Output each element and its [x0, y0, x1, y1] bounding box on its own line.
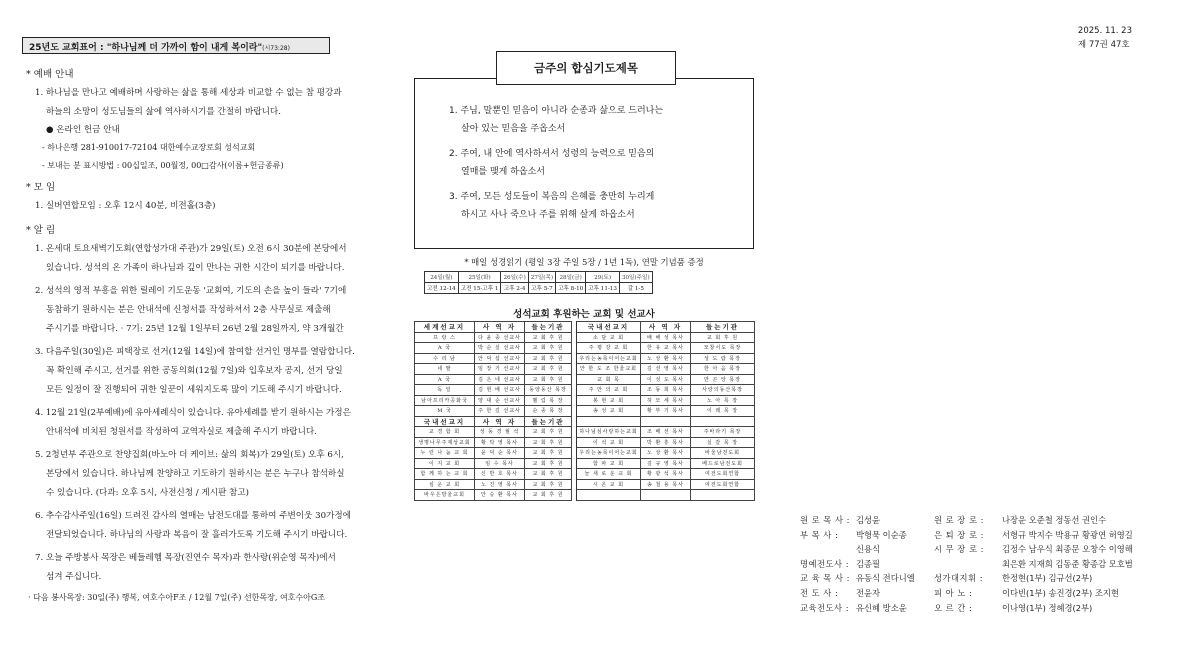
missions-cell: 주 한 길 선교사: [475, 406, 525, 417]
staff-row: [800, 513, 1133, 528]
missions-cell: 동양동산 목장: [525, 385, 572, 396]
missions-header-row-2: [415, 416, 755, 427]
missions-cell: 여전도회연합: [691, 479, 755, 490]
staff-val: 유동식 전다니엘: [856, 573, 915, 584]
missions-row: [415, 332, 755, 343]
online-offering-account: - 하나은행 281-910017-72104 대한예수교장로회 성석교회: [42, 143, 256, 152]
reading-heading: * 매일 성경읽기 (평일 3장 주일 5장 / 1년 1독), 연말 기념품 증정: [464, 257, 704, 267]
notice-item-3: 3. 다음주일(30일)은 피택장로 선거(12월 14일)에 참여할 선거인 명부를 열람합니다. 꼭 확인해 주시고, 선거를 위한 공동의회(12월 7일)와 입후보자 공지, 선거 당일 모든 일정이 잘 진행되어 귀한 일꾼이 세워지도록 많이 기도해 주시기 바랍니다.: [35, 347, 355, 395]
missions-cell: 조 동 희 목사: [641, 385, 691, 396]
missions-header-cell: 사 역 자: [475, 322, 525, 333]
staff-val: 박형묵 이순종: [856, 529, 907, 540]
staff-row: [800, 571, 1133, 586]
missions-cell: 한 유 교 목사: [641, 343, 691, 354]
missions-cell: 신 반 호 목사: [475, 469, 525, 480]
staff-lab2: 시 무 장 로 :: [934, 544, 984, 555]
missions-cell: 교 회 후 원: [525, 353, 572, 364]
missions-cell: 수 리 남: [415, 353, 475, 364]
missions-header-row: [415, 322, 755, 333]
missions-header-cell: 들는기관: [525, 416, 572, 427]
missions-cell: A 국: [415, 343, 475, 354]
prayer-item-2: 2. 주여, 내 안에 역사하셔서 성령의 능력으로 믿음의 열매를 맺게 하옵소서: [449, 149, 655, 177]
reading-day: 25일(화): [458, 272, 501, 283]
missions-cell: 교 회 후 원: [525, 364, 572, 375]
staff-lab2: [934, 557, 1002, 572]
missions-cell: 교 회 후 원: [525, 427, 572, 438]
missions-cell: 늘 새 로 운 교 회: [577, 469, 641, 480]
date-text: 2025. 11. 23: [1077, 26, 1132, 36]
prayer-item-1: 1. 주님, 말뿐인 믿음이 아니라 순종과 삶으로 드러나는 살아 있는 믿음을 주옵소서: [449, 106, 664, 134]
missions-header-cell: 들는기관: [525, 322, 572, 333]
missions-row: [415, 374, 755, 385]
missions-cell: 생명나무주제상교회: [415, 437, 475, 448]
notice-item-4: 4. 12월 21일(2부예배)에 유아세례식이 있습니다. 유아세례를 받기 원하시는 가정은 안내석에 비치된 청원서를 작성하여 교역자실로 제출해 주시기 바랍니다.: [35, 408, 351, 437]
missions-cell: 실 갈 목 장: [691, 437, 755, 448]
missions-header-cell: 세계선교지: [415, 322, 475, 333]
missions-cell: 김 은 네 선교사: [475, 374, 525, 385]
missions-cell: 여전도회연합: [691, 469, 755, 480]
staff-lab2: 오 르 간 :: [934, 602, 973, 613]
missions-cell: 교 회 후 원: [525, 490, 572, 501]
missions-row: [415, 469, 755, 480]
announcements: [24, 62, 359, 607]
staff-lab: 교 육 목 사 :: [800, 573, 850, 584]
missions-cell: 임 장 기 선교사: [475, 364, 525, 375]
staff-lab: 부 목 사 :: [800, 529, 839, 540]
reading-day: 24일(월): [425, 272, 459, 283]
missions-cell: 안 승 환 목사: [475, 490, 525, 501]
missions-cell: 주 안 의 교 회: [577, 385, 641, 396]
missions-cell: 교 회 후 원: [525, 437, 572, 448]
missions-cell: 박 순 실 선교사: [475, 343, 525, 354]
reading-day: 30일(주일): [619, 272, 652, 283]
staff-row: [800, 542, 1133, 557]
missions-cell: 교 회 후 원: [525, 469, 572, 480]
missions-cell: 성 동 경 월 석: [475, 427, 525, 438]
missions-cell: 네 팔: [415, 364, 475, 375]
reading-day: 27일(목): [528, 272, 555, 283]
staff-lab2: 은 퇴 장 로 :: [934, 529, 984, 540]
worship-title: * 예배 안내: [26, 69, 74, 80]
missions-cell: 벨 림 목 장: [525, 395, 572, 406]
staff-val: 신용식: [856, 544, 881, 555]
staff-lab: [800, 542, 856, 557]
missions-row: [415, 427, 755, 438]
missions-cell: A 국: [415, 374, 475, 385]
missions-cell: 모창서도 목장: [691, 343, 755, 354]
staff-lab: 교육전도사 :: [800, 602, 850, 613]
missions-header-cell: 국내선교지: [577, 322, 641, 333]
missions-cell: 교 회 후 원: [525, 332, 572, 343]
staff-val2: 최은환 지재희 김동준 황종감 모호범: [1002, 558, 1133, 569]
missions-cell: 우리는농목이어는교회: [577, 353, 641, 364]
missions-row: [415, 395, 755, 406]
missions-cell: 사랑의동산목장: [691, 385, 755, 396]
missions-cell: 이 레 목 장: [691, 406, 755, 417]
missions-cell: 이 석 교 회: [577, 437, 641, 448]
missions-cell: 주 평 강 교 회: [577, 343, 641, 354]
reading-days-row: [425, 272, 653, 283]
notice-item-1: 1. 온세대 토요새벽기도회(연합성가대 주관)가 29일(토) 오전 6시 30분에 본당에서 있습니다. 성석의 온 가족이 하나님과 깊이 만나는 귀한 시간이 되기를 바랍니다.: [35, 244, 347, 273]
missions-cell: 송 성 교 회: [577, 406, 641, 417]
volume-text: 제 77권 47호: [1077, 40, 1130, 50]
notice-item-5: 5. 2청년부 주관으로 찬양집회(바노아 더 케이브: 삶의 회복)가 29일(토) 오후 6시, 본당에서 있습니다. 하나님께 찬양하고 기도하기 원하시는 분은 누구나 참석하실 수 있습니다. (다과: 오후 5시, 사전신청 / 게시판 참고): [35, 450, 345, 498]
missions-cell: 만 곤 앙 목장: [691, 374, 755, 385]
missions-cell: [691, 490, 755, 501]
missions-cell: [691, 416, 755, 427]
missions-header-cell: 사 역 자: [641, 322, 691, 333]
missions-cell: 시 온 교 회: [577, 479, 641, 490]
missions-cell: 주바라기 목장: [691, 427, 755, 438]
missions-cell: 박 환 흥 목사: [641, 437, 691, 448]
staff-val2: 서형규 박지수 박용규 황광연 허영길: [1002, 529, 1133, 540]
missions-cell: 김 선 영 목사: [641, 364, 691, 375]
staff-val: 김성윤: [856, 515, 881, 525]
reading-table: [424, 271, 653, 294]
missions-cell: 황 탁 영 목사: [475, 437, 525, 448]
missions-cell: 배 해 성 목사: [641, 332, 691, 343]
staff-list: [800, 513, 1133, 615]
missions-cell: 노 상 환 목사: [641, 448, 691, 459]
motto-text: 25년도 교회표어 : "하나님께 더 가까이 함이 내게 복이라": [29, 43, 263, 53]
missions-cell: 조 배 선 목사: [641, 427, 691, 438]
staff-val2: 한정현(1부) 김규선(2부): [1002, 573, 1093, 584]
notice-item-6: 6. 추수감사주일(16일) 드려진 감사의 열매는 남전도대를 통하여 주변이웃 30가정에 전달되었습니다. 하나님의 사랑과 복음이 잘 흘러가도록 기도해 주시기 바랍니다.: [35, 511, 351, 540]
notice-item-2: 2. 성석의 영적 부흥을 위한 릴레이 기도운동 '교회여, 기도의 손을 높이 들라' 7기에 동참하기 원하시는 분은 안내석에 신청서를 작성하셔서 2층 사무실로 제출해 주시기를 바랍니다. · 7기: 25년 12월 1일부터 26년 2월 28일까지, 약 3개월간: [35, 286, 347, 334]
missions-cell: 한 아 음 목장: [691, 364, 755, 375]
missions-cell: 김 현 배 선교사: [475, 385, 525, 396]
missions-header-cell: 들는기관: [691, 322, 755, 333]
missions-cell: 황 광 석 목사: [641, 469, 691, 480]
missions-cell: 안 한 도 조 한울교회: [577, 364, 641, 375]
missions-cell: 베드로남전도회: [691, 458, 755, 469]
missions-cell: [641, 490, 691, 501]
missions-cell: 윤 덕 순 목사: [475, 448, 525, 459]
missions-cell: 순 종 목 장: [525, 406, 572, 417]
reading-passage: 고후 11-13: [586, 283, 620, 294]
missions-row: [415, 406, 755, 417]
meeting-item: 1. 실버연합모임 : 오후 12시 40분, 비전홀(3층): [35, 201, 216, 211]
notice-next-service: · 다음 봉사목장: 30일(주) 행복, 여호수아F조 / 12월 7일(주) 선한목장, 여호수아G조: [28, 593, 325, 602]
missions-header-cell: 사 역 자: [475, 416, 525, 427]
reading-passage: 고전 15-고후 1: [458, 283, 501, 294]
missions-cell: 황 부 기 목사: [641, 406, 691, 417]
missions-cell: 하나님심사랑하는교회: [577, 427, 641, 438]
missions-row: [415, 479, 755, 490]
missions-cell: 독 일: [415, 385, 475, 396]
missions-row: [415, 458, 755, 469]
staff-lab2: 원 로 장 로 :: [934, 515, 984, 525]
missions-row: [415, 490, 755, 501]
missions-cell: 봉 현 교 회: [577, 395, 641, 406]
missions-cell: 바우은방울교회: [415, 490, 475, 501]
reading-passage: 고후 8-10: [556, 283, 586, 294]
missions-cell: 성 도 람 목장: [691, 353, 755, 364]
missions-cell: 우리는농목이어는교회: [577, 448, 641, 459]
staff-lab2: 피 아 노 :: [934, 587, 973, 598]
online-offering-method: - 보내는 분 표시방법 : 00십일조, 00월정, 00□감사(이름+헌금종류): [42, 161, 284, 170]
missions-cell: 함 파 교 회: [577, 458, 641, 469]
staff-val2: 김정수 남우식 최종문 오창수 이영해: [1002, 544, 1133, 555]
reading-passage: 고후 5-7: [528, 283, 555, 294]
missions-cell: 교 회 후 원: [525, 448, 572, 459]
missions-cell: [577, 416, 641, 427]
missions-row: [415, 364, 755, 375]
missions-row: [415, 437, 755, 448]
missions-cell: [577, 490, 641, 501]
missions-cell: 교 회 목: [577, 374, 641, 385]
missions-cell: 허 모 세 목사: [641, 395, 691, 406]
reading-passage: 고후 2-4: [501, 283, 528, 294]
missions-cell: 교 회 후 원: [525, 343, 572, 354]
missions-cell: 소 담 교 회: [577, 332, 641, 343]
missions-cell: 남아프리카공화국: [415, 395, 475, 406]
missions-cell: 다 윤 종 선교사: [475, 332, 525, 343]
missions-cell: 안 덕 섭 선교사: [475, 353, 525, 364]
missions-cell: 바울남전도회: [691, 448, 755, 459]
missions-cell: 함 께 하 는 교 회: [415, 469, 475, 480]
staff-val: 전윤자: [856, 587, 881, 598]
prayer-item-3: 3. 주여, 모든 성도들이 복음의 은혜를 충만히 누리게 하시고 사나 죽으나 주를 위해 살게 하옵소서: [449, 192, 655, 220]
reading-passage: 고전 12-14: [425, 283, 459, 294]
staff-row: [800, 601, 1133, 616]
staff-val: 유신혜 방소윤: [856, 602, 907, 613]
staff-lab: 전 도 사 :: [800, 587, 839, 598]
staff-row: [800, 557, 1133, 572]
reading-passages-row: [425, 283, 653, 294]
reading-day: 26일(수): [501, 272, 528, 283]
missions-cell: [641, 416, 691, 427]
staff-val2: 이나영(1부) 정혜경(2부): [1002, 602, 1093, 613]
staff-row: [800, 528, 1133, 543]
online-offering-title: ● 온라인 헌금 안내: [46, 125, 120, 135]
prayer-title: 금주의 합심기도제목: [496, 51, 676, 85]
missions-cell: 프 랑 스: [415, 332, 475, 343]
missions-cell: 노 아 목 장: [691, 395, 755, 406]
missions-cell: 교 회 후 원: [525, 479, 572, 490]
staff-val2: 이다빈(1부) 송진경(2부) 조지현: [1002, 587, 1119, 598]
missions-cell: 송 철 용 목사: [641, 479, 691, 490]
prayer-box: [414, 78, 754, 249]
missions-cell: M 국: [415, 406, 475, 417]
notice-title: * 알 림: [26, 225, 56, 236]
staff-val2: 나장운 오준철 정동선 권인수: [1002, 515, 1107, 525]
missions-cell: 노 진 영 목사: [475, 479, 525, 490]
missions-row: [415, 448, 755, 459]
staff-lab2: 성가대지휘 :: [934, 573, 984, 584]
reading-day: 28일(금): [556, 272, 586, 283]
reading-passage: 갈 1-5: [619, 283, 652, 294]
staff-row: [800, 586, 1133, 601]
missions-cell: 심 운 교 회: [415, 479, 475, 490]
missions-cell: 누 런 나 눔 교 회: [415, 448, 475, 459]
staff-lab: 원 로 목 사 :: [800, 515, 850, 525]
missions-cell: 노 상 환 목사: [641, 353, 691, 364]
missions-cell: 양 대 순 선교사: [475, 395, 525, 406]
missions-cell: 김 규 영 목사: [641, 458, 691, 469]
missions-cell: 교 회 후 원: [691, 332, 755, 343]
staff-val: 김종필: [856, 558, 881, 569]
missions-row: [415, 343, 755, 354]
missions-cell: 교 회 후 원: [525, 374, 572, 385]
bulletin-date: [1078, 24, 1132, 52]
missions-row: [415, 353, 755, 364]
notice-item-7: 7. 오늘 주방봉사 목장은 베들레헴 목장(진연수 목자)과 한사랑(위순영 목자)에서 섬겨 주십니다.: [35, 553, 336, 582]
missions-cell: 교 경 함 회: [415, 427, 475, 438]
missions-cell: 교 회 후 원: [525, 458, 572, 469]
staff-lab: 명예전도사 :: [800, 558, 850, 569]
missions-header-cell: 국내선교지: [415, 416, 475, 427]
church-motto: [22, 37, 330, 54]
motto-ref: (시73:28): [262, 45, 290, 52]
missions-cell: 이 성 도 목사: [641, 374, 691, 385]
reading-day: 29(토): [586, 272, 620, 283]
missions-cell: 임 수 목사: [475, 458, 525, 469]
missions-row: [415, 385, 755, 396]
missions-cell: 이 지 교 회: [415, 458, 475, 469]
missions-title: 성석교회 후원하는 교회 및 선교사: [513, 309, 655, 320]
meeting-title: * 모 임: [26, 182, 56, 193]
worship-item: 1. 하나님을 만나고 예배하며 사랑하는 삶을 통해 세상과 비교할 수 없는 참 평강과 하늘의 소망이 성도님들의 삶에 역사하시기를 간절히 바랍니다.: [35, 88, 342, 117]
missions-table: [414, 321, 755, 501]
